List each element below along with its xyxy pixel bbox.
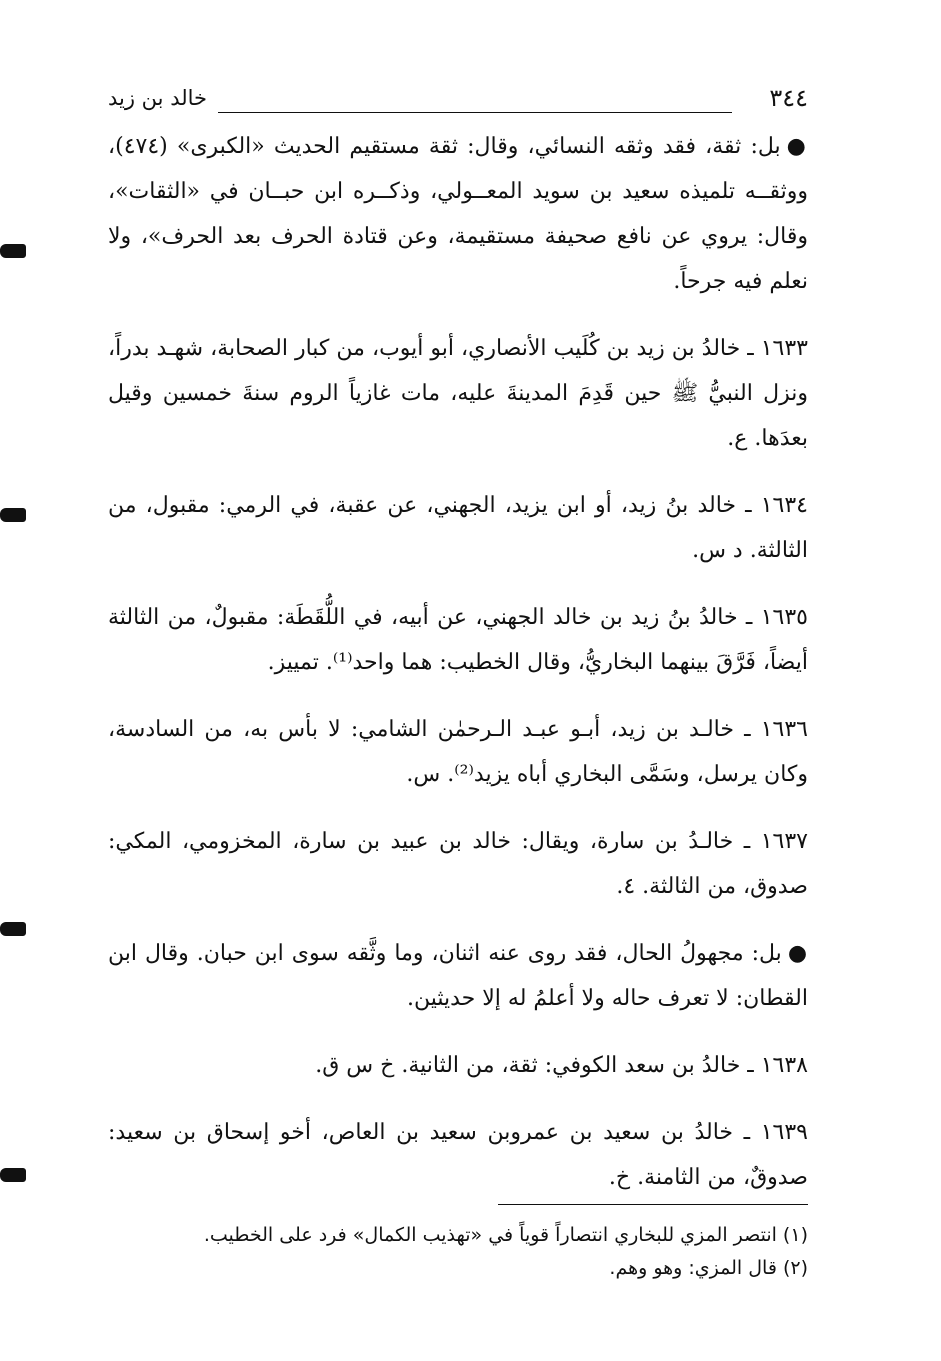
bullet-icon: ● [786, 134, 809, 159]
paragraph-text: ١٦٣٣ ـ خالدُ بن زيد بن كُلَيب الأنصاري، أبو أيوب، من كبار الصحابة، شهـد بدراً، ونزل النبيُّ ﷺ حين قَدِمَ المدينةَ عليه، مات غازياً الروم سنةَ خمسين وقيل بعدَها. ع. [108, 336, 808, 451]
paragraph-text: ١٦٣٧ ـ خالـدُ بن سارة، ويقال: خالد بن عبيد بن سارة، المخزومي، المكي: صدوق، من الثالثة. ٤. [108, 829, 808, 899]
paragraph-text: ١٦٣٩ ـ خالدُ بن سعيد بن عمروبن سعيد بن العاص، أخو إسحاق بن سعيد: صدوقٌ، من الثامنة. خ. [108, 1120, 808, 1190]
footnotes [108, 1219, 808, 1285]
margin-mark [0, 1168, 26, 1182]
entry-1637 [108, 819, 808, 909]
paragraph-text: ١٦٣٨ ـ خالدُ بن سعد الكوفي: ثقة، من الثانية. خ س ق. [315, 1053, 808, 1078]
paragraph [108, 124, 808, 304]
paragraph-text: بل: مجهولُ الحال، فقد روى عنه اثنان، وما وثَّقه سوى ابن حبان. وقال ابن القطان: لا تعرف حاله ولا أعلمُ له إلا حديثين. [108, 941, 808, 1011]
paragraph-text: ١٦٣٤ ـ خالد بنُ زيد، أو ابن يزيد، الجهني، عن عقبة، في الرمي: مقبول، من الثالثة. د س. [108, 493, 808, 563]
footnote-1: (١) انتصر المزي للبخاري انتصاراً قوياً في «تهذيب الكمال» فرد على الخطيب. [203, 1224, 808, 1246]
paragraph-text: ١٦٣٦ ـ خالـد بن زيد، أبـو عبـد الـرحمٰن الشامي: لا بأس به، من السادسة، وكان يرسل، وسَمَّى البخاري أباه يزيد⁽²⁾. س. [108, 717, 808, 787]
bullet-icon: ● [787, 941, 808, 966]
entry-1638 [108, 1043, 808, 1088]
entry-1639 [108, 1110, 808, 1200]
document-page [108, 84, 808, 1344]
entry-1636 [108, 707, 808, 797]
paragraph-text: بل: ثقة، فقد وثقه النسائي، وقال: ثقة مستقيم الحديث «الكبرى» (٤٧٤)، ووثقــه تلميذه سعيد بن سويد المعــولي، وذكــره ابن حبــان في «الثقات»، وقال: يروي عن نافع صحيفة مستقيمة، وعن قتادة الحرف بعد الحرف»، ولا نعلم فيه جرحاً. [108, 134, 808, 294]
body-text [108, 124, 808, 1200]
paragraph [108, 931, 808, 1021]
running-header [108, 84, 808, 124]
entry-1633 [108, 326, 808, 461]
header-rule [218, 112, 732, 113]
margin-mark [0, 922, 26, 936]
margin-mark [0, 508, 26, 522]
entry-1635 [108, 595, 808, 685]
footnote-2: (٢) قال المزي: وهو وهم. [609, 1257, 808, 1279]
entry-1634 [108, 483, 808, 573]
running-title: خالد بن زيد [108, 86, 207, 110]
margin-mark [0, 244, 26, 258]
page-number: ٣٤٤ [769, 84, 808, 112]
paragraph-text: ١٦٣٥ ـ خالدُ بنُ زيد بن خالد الجهني، عن أبيه، في اللُّقَطَة: مقبولٌ، من الثالثة أيضاً، فَرَّقَ بينهما البخاريُّ، وقال الخطيب: هما واحد⁽¹⁾. تمييز. [108, 605, 808, 675]
footnote-rule [498, 1204, 808, 1205]
